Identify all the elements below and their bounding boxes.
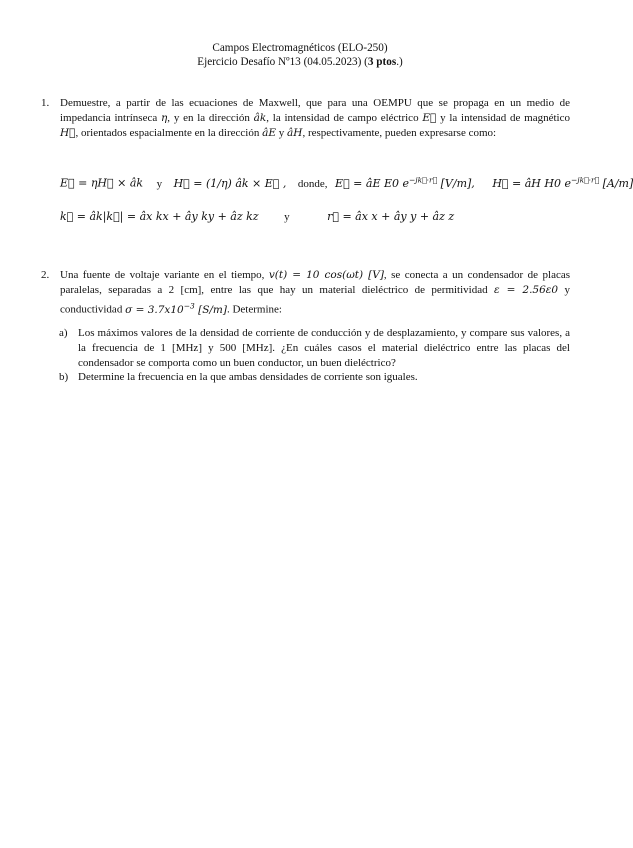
question-number: 1. [41, 97, 50, 109]
question-1-text: Demuestre, a partir de las ecuaciones de Maxwell, que para una OEMPU que se propaga en un medio de impedancia intrínseca η, y en la dirección âk, la intensidad de campo eléctrico E⃗ y la intensidad de magnético H⃗, orientados espacialmente en la dirección âE y âH, respectivamente, pueden expresarse como: [60, 97, 570, 139]
sub-question-b-text: Determine la frecuencia en la que ambas densidades de corriente son iguales. [78, 371, 418, 383]
sub-question-label: a) [59, 327, 68, 339]
sub-question-label: b) [59, 371, 69, 383]
equation-e-field: E⃗ = âE E0 $e^{-jk⃗\cdot r⃗}$ [V/m], [335, 175, 475, 190]
equation-row-1: E⃗ = ηH⃗ × âk y H⃗ = (1/η) âk × E⃗ , donde, E⃗ = âE E0 $e^{-jk⃗\cdot r⃗}$ [V/m], H⃗ = âH H0 $e^{-jk⃗\cdot r⃗}$ [A/m] [60, 175, 633, 190]
equation-e-cross: E⃗ = ηH⃗ × âk [60, 176, 144, 190]
question-2 [41, 268, 570, 318]
question-1 [41, 96, 570, 141]
document-header [0, 41, 600, 69]
equation-row-2: k⃗ = âk|k⃗| = âx kx + ây ky + âz kz y r⃗ = âx x + ây y + âz z [60, 210, 455, 223]
equation-k-vector: k⃗ = âk|k⃗| = âx kx + ây ky + âz kz [60, 210, 259, 223]
question-number: 2. [41, 269, 50, 281]
sub-question-a-text: Los máximos valores de la densidad de corriente de conducción y de desplazamiento, y compare sus valores, a la frecuencia de 1 [MHz] y 500 [MHz]. ¿En cuáles casos el material dieléctrico entre las placas del condensador se comporta como un buen conductor, un buen dieléctrico? [78, 327, 570, 369]
exercise-title: Ejercicio Desafío Nº13 (04.05.2023) (3 ptos.) [197, 56, 403, 68]
sub-question-b [59, 370, 570, 385]
course-title: Campos Electromagnéticos (ELO-250) [212, 42, 388, 54]
question-2-text: Una fuente de voltaje variante en el tiempo, v(t) = 10 cos(ωt) [V], se conecta a un condensador de placas paralelas, separadas a 2 [cm], entre las que hay un material dieléctrico de permitividad ε = 2.56ε0 y conductividad $\sigma = 3.7x10^{-3}$ [S/m]. Determine: [60, 269, 571, 316]
equation-h-field: H⃗ = âH H0 $e^{-jk⃗\cdot r⃗}$ [A/m] [492, 175, 633, 190]
points-label: 3 ptos [367, 56, 397, 68]
equation-h-cross: H⃗ = (1/η) âk × E⃗ , [173, 176, 287, 190]
equation-r-vector: r⃗ = âx x + ây y + âz z [327, 210, 455, 223]
sub-question-a [59, 326, 570, 371]
